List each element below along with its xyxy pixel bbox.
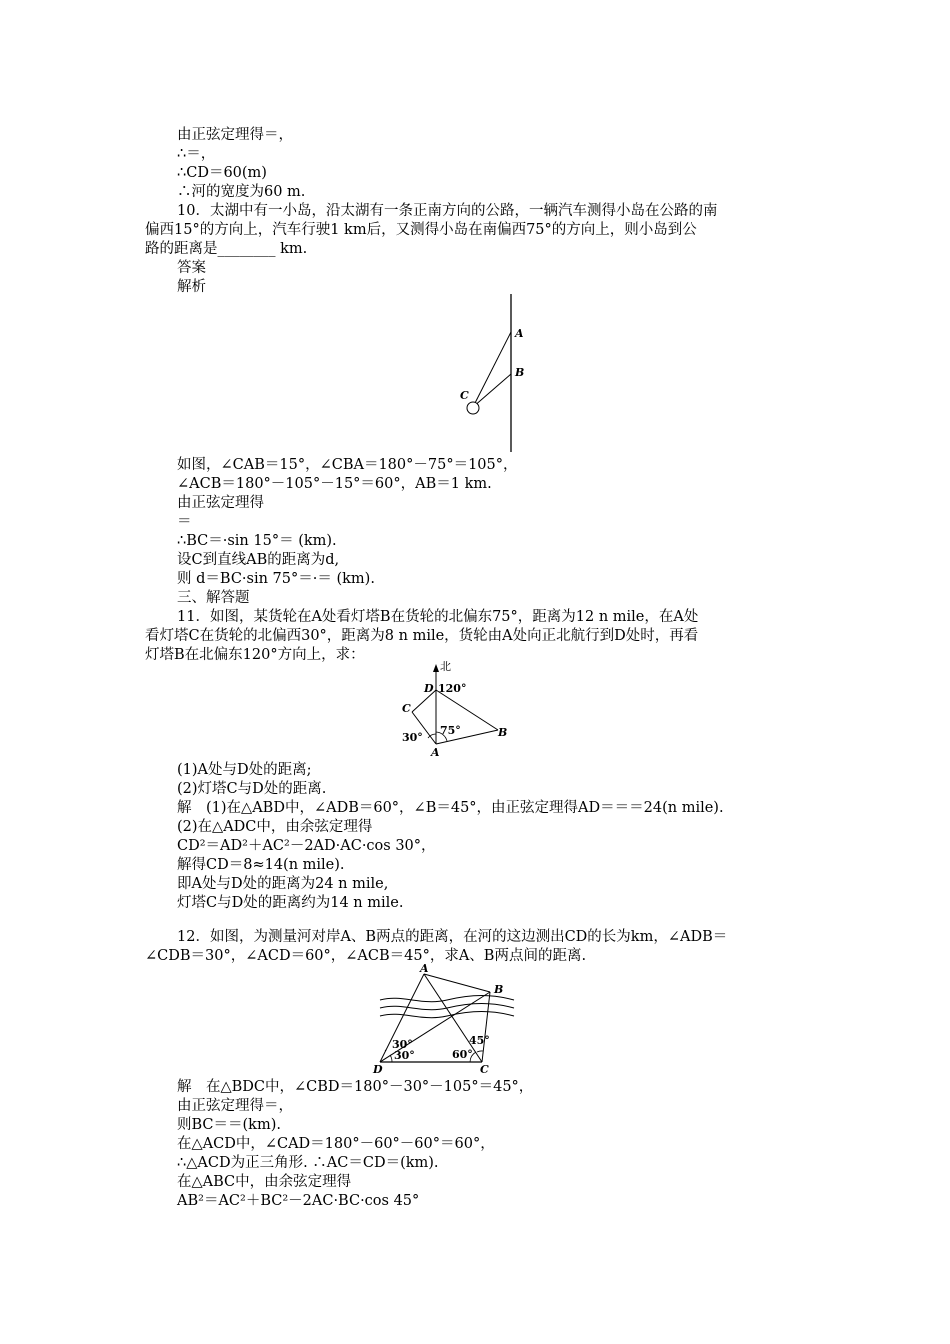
label-60: 60°: [452, 1048, 473, 1061]
angle-arc-acb: [477, 1051, 483, 1052]
segment-cb: [482, 992, 490, 1062]
text-line: ∴CD＝60(m): [177, 165, 267, 181]
label-b: B: [498, 726, 508, 739]
text-line: 则 d＝BC·sin 75°＝·＝ (km).: [177, 571, 375, 587]
figure-road-island: [440, 292, 540, 454]
text-line: ∴BC＝·sin 15°＝ (km).: [177, 533, 337, 549]
text-line: 灯塔C与D处的距离约为14 n mile.: [177, 895, 404, 911]
text-line: CD²＝AD²＋AC²－2AD·AC·cos 30°，: [177, 838, 436, 854]
label-30-cdb: 30°: [394, 1049, 415, 1062]
problem-12-line: ∠CDB＝30°，∠ACD＝60°，∠ACB＝45°，求A、B两点间的距离.: [145, 948, 587, 964]
text-line: ∴△ACD为正三角形. ∴AC＝CD＝(km).: [177, 1155, 439, 1171]
problem-11-line: 看灯塔C在货轮的北偏西30°，距离为8 n mile，货轮由A处向正北航行到D处时，再看: [145, 628, 699, 644]
problem-10-line: 偏西15°的方向上，汽车行驶1 km后，又测得小岛在南偏西75°的方向上，则小岛到公: [145, 222, 697, 238]
text-line: 由正弦定理得＝，: [177, 1098, 293, 1114]
label-c: C: [402, 702, 411, 715]
text-line: (1)A处与D处的距离;: [177, 762, 312, 778]
river-bank-line: [380, 1012, 514, 1018]
text-line: 如图，∠CAB＝15°，∠CBA＝180°－75°＝105°，: [177, 457, 518, 473]
text-line: 解 (1)在△ABD中，∠ADB＝60°，∠B＝45°，由正弦定理得AD＝＝＝24(n mile).: [177, 800, 724, 816]
label-north: 北: [440, 660, 451, 673]
figure-river: [372, 962, 522, 1074]
answer-heading: 答案: [177, 260, 206, 276]
text-line: 在△ABC中，由余弦定理得: [177, 1174, 352, 1190]
text-line: ∠ACB＝180°－105°－15°＝60°，AB＝1 km.: [177, 476, 492, 492]
label-d: D: [424, 682, 434, 695]
section-heading: 三、解答题: [177, 590, 250, 606]
segment-ac: [473, 332, 511, 407]
north-arrow-icon: [433, 664, 439, 672]
text-line: ＝: [177, 514, 192, 530]
text-line: 由正弦定理得＝，: [177, 127, 293, 143]
problem-11-line: 11．如图，某货轮在A处看灯塔B在货轮的北偏东75°，距离为12 n mile，在A处: [177, 609, 699, 625]
text-line: 即A处与D处的距离为24 n mile,: [177, 876, 389, 892]
text-line: AB²＝AC²＋BC²－2AC·BC·cos 45°: [177, 1193, 420, 1209]
label-75: 75°: [440, 724, 461, 737]
label-a: A: [420, 962, 429, 975]
figure-ship-lighthouse: [390, 660, 520, 760]
label-45: 45°: [469, 1034, 490, 1047]
text-line: 在△ACD中，∠CAD＝180°－60°－60°＝60°，: [177, 1136, 495, 1152]
text-line: 设C到直线AB的距离为d,: [177, 552, 340, 568]
text-line: 解得CD＝8≈14(n mile).: [177, 857, 345, 873]
text-line: (2)在△ADC中，由余弦定理得: [177, 819, 373, 835]
label-c: C: [480, 1063, 489, 1074]
angle-arc-cdb: [390, 1055, 392, 1062]
problem-10-line: 10．太湖中有一小岛，沿太湖有一条正南方向的公路，一辆汽车测得小岛在公路的南: [177, 203, 718, 219]
label-a: A: [431, 746, 440, 759]
label-c: C: [460, 389, 469, 402]
text-line: (2)灯塔C与D处的距离.: [177, 781, 327, 797]
island-circle: [467, 402, 479, 414]
text-line: 解 在△BDC中，∠CBD＝180°－30°－105°＝45°，: [177, 1079, 534, 1095]
analysis-heading: 解析: [177, 279, 206, 295]
problem-11-line: 灯塔B在北偏东120°方向上，求：: [145, 647, 365, 663]
text-line: 由正弦定理得: [177, 495, 264, 511]
label-120: 120°: [438, 682, 467, 695]
label-30: 30°: [402, 731, 423, 744]
text-line: ∴＝，: [177, 146, 216, 162]
text-line: 则BC＝＝(km).: [177, 1117, 281, 1133]
label-a: A: [515, 327, 524, 340]
segment-bc: [473, 374, 511, 407]
text-line: ∴河的宽度为60 m.: [177, 184, 306, 200]
label-30-adb: 30°: [392, 1038, 413, 1051]
river-bank-line: [380, 996, 514, 1002]
problem-10-line: 路的距离是________ km.: [145, 241, 308, 257]
problem-12-line: 12．如图，为测量河对岸A、B两点的距离，在河的这边测出CD的长为km，∠ADB＝: [177, 929, 728, 945]
label-b: B: [515, 366, 525, 379]
label-b: B: [494, 983, 504, 996]
label-d: D: [373, 1063, 383, 1074]
